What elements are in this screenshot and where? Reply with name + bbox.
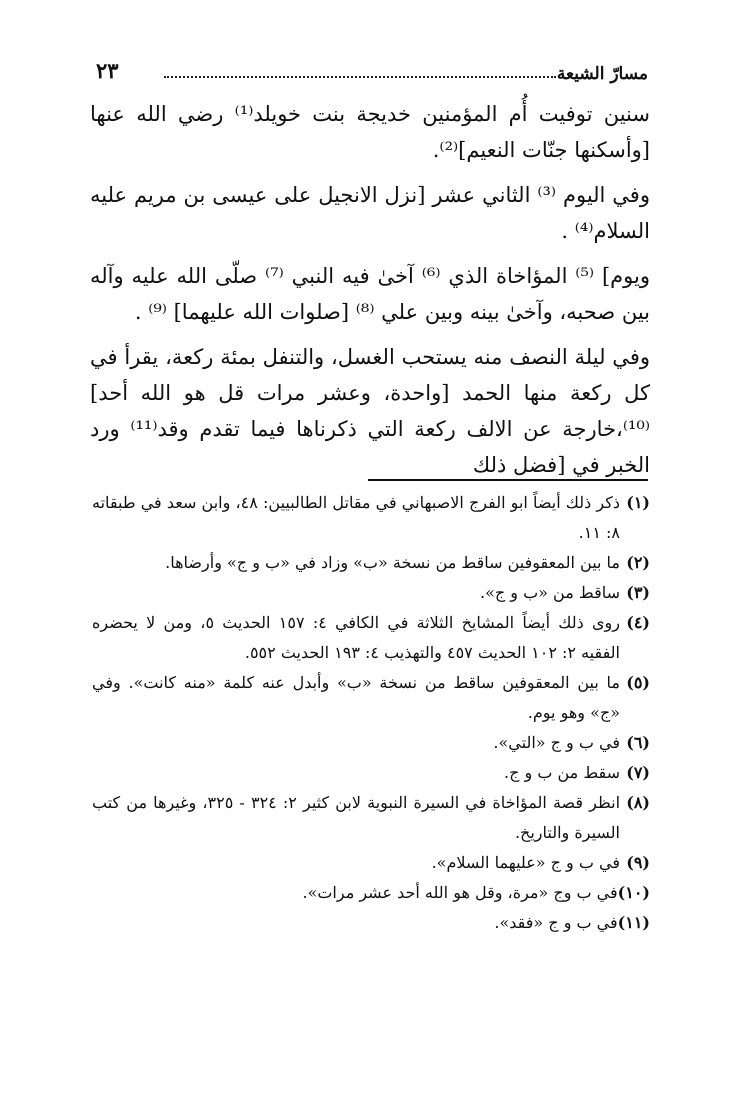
footnote-9 [92, 848, 650, 878]
footnote-number: (٩) [626, 853, 650, 872]
running-title: مسارّ الشيعة [556, 64, 648, 84]
footnote-text: روى ذلك أيضاً المشايخ الثلاثة في الكافي ٤: ١٥٧ الحديث ٥، ومن لا يحضره الفقيه ٢: ١٠٢ الحديث ٤٥٧ والتهذيب ٤: ١٩٣ الحديث ٥٥٢. [92, 613, 621, 662]
footnote-8 [92, 788, 650, 848]
footnote-number: (١) [626, 493, 650, 512]
footnote-number: (٦) [626, 733, 650, 752]
footnote-1 [92, 488, 650, 548]
page-number: ٢٣ [96, 58, 119, 83]
footnote-number: (٤) [626, 613, 650, 632]
footnote-number: (٣) [626, 583, 650, 602]
footnote-text: انظر قصة المؤاخاة في السيرة النبوية لابن كثير ٢: ٣٢٤ - ٣٢٥، وغيرها من كتب السيرة والتاريخ. [92, 793, 621, 842]
footnote-number: (٢) [626, 553, 650, 572]
footnote-text: في ب و ج «فقد». [494, 913, 618, 932]
footnote-text: ساقط من «ب و ج». [480, 583, 620, 602]
footnote-number: (٥) [626, 673, 650, 692]
footnote-text: ذكر ذلك أيضاً ابو الفرج الاصبهاني في مقاتل الطالبيين: ٤٨، وابن سعد في طبقاته ٨: ١١. [92, 493, 621, 542]
footnote-text: في ب و ج «عليهما السلام». [431, 853, 620, 872]
footnotes [92, 488, 650, 938]
footnote-7 [92, 758, 650, 788]
paragraph-1: سنين توفيت أُم المؤمنين خديجة بنت خويلد⁽¹⁾ رضي الله عنها [وأسكنها جنّات النعيم]⁽²⁾. [90, 102, 650, 162]
footnote-text: ما بين المعقوفين ساقط من نسخة «ب» وزاد في «ب و ج» وأرضاها. [165, 553, 620, 572]
footnote-2 [92, 548, 650, 578]
footnote-text: في ب و ج «التي». [493, 733, 620, 752]
footnote-text: في ب وج «مرة، وقل هو الله أحد عشر مرات». [302, 883, 618, 902]
footnote-number: (٧) [626, 763, 650, 782]
footnote-text: سقط من ب و ج. [504, 763, 620, 782]
running-header [96, 58, 648, 88]
footnote-6 [92, 728, 650, 758]
footnote-11 [92, 908, 650, 938]
paragraph-3: ويوم] ⁽⁵⁾ المؤاخاة الذي ⁽⁶⁾ آخىٰ فيه النبي ⁽⁷⁾ صلّى الله عليه وآله بين صحبه، وآخىٰ بينه وبين علي ⁽⁸⁾ [صلوات الله عليهما] ⁽⁹⁾ . [90, 264, 650, 324]
paragraph-2: وفي اليوم ⁽³⁾ الثاني عشر [نزل الانجيل على عيسى بن مريم عليه السلام⁽⁴⁾ . [90, 183, 650, 243]
footnote-10 [92, 878, 650, 908]
footnote-separator [368, 479, 648, 481]
footnote-number: (٨) [626, 793, 650, 812]
main-text [90, 96, 650, 492]
footnote-4 [92, 608, 650, 668]
dotted-leader [164, 76, 556, 78]
footnote-number: (١٠) [617, 883, 650, 902]
footnote-number: (١١) [617, 913, 650, 932]
footnote-5 [92, 668, 650, 728]
paragraph-4: وفي ليلة النصف منه يستحب الغسل، والتنفل بمئة ركعة، يقرأ في كل ركعة منها الحمد [واحدة، وعشر مرات قل هو الله أحد]⁽¹⁰⁾،خارجة عن الالف ركعة التي ذكرناها فيما تقدم وقد⁽¹¹⁾ ورد الخبر في [فضل ذلك [90, 345, 650, 477]
footnote-text: ما بين المعقوفين ساقط من نسخة «ب» وأبدل عنه كلمة «منه كانت». وفي «ج» وهو يوم. [92, 673, 620, 722]
footnote-3 [92, 578, 650, 608]
